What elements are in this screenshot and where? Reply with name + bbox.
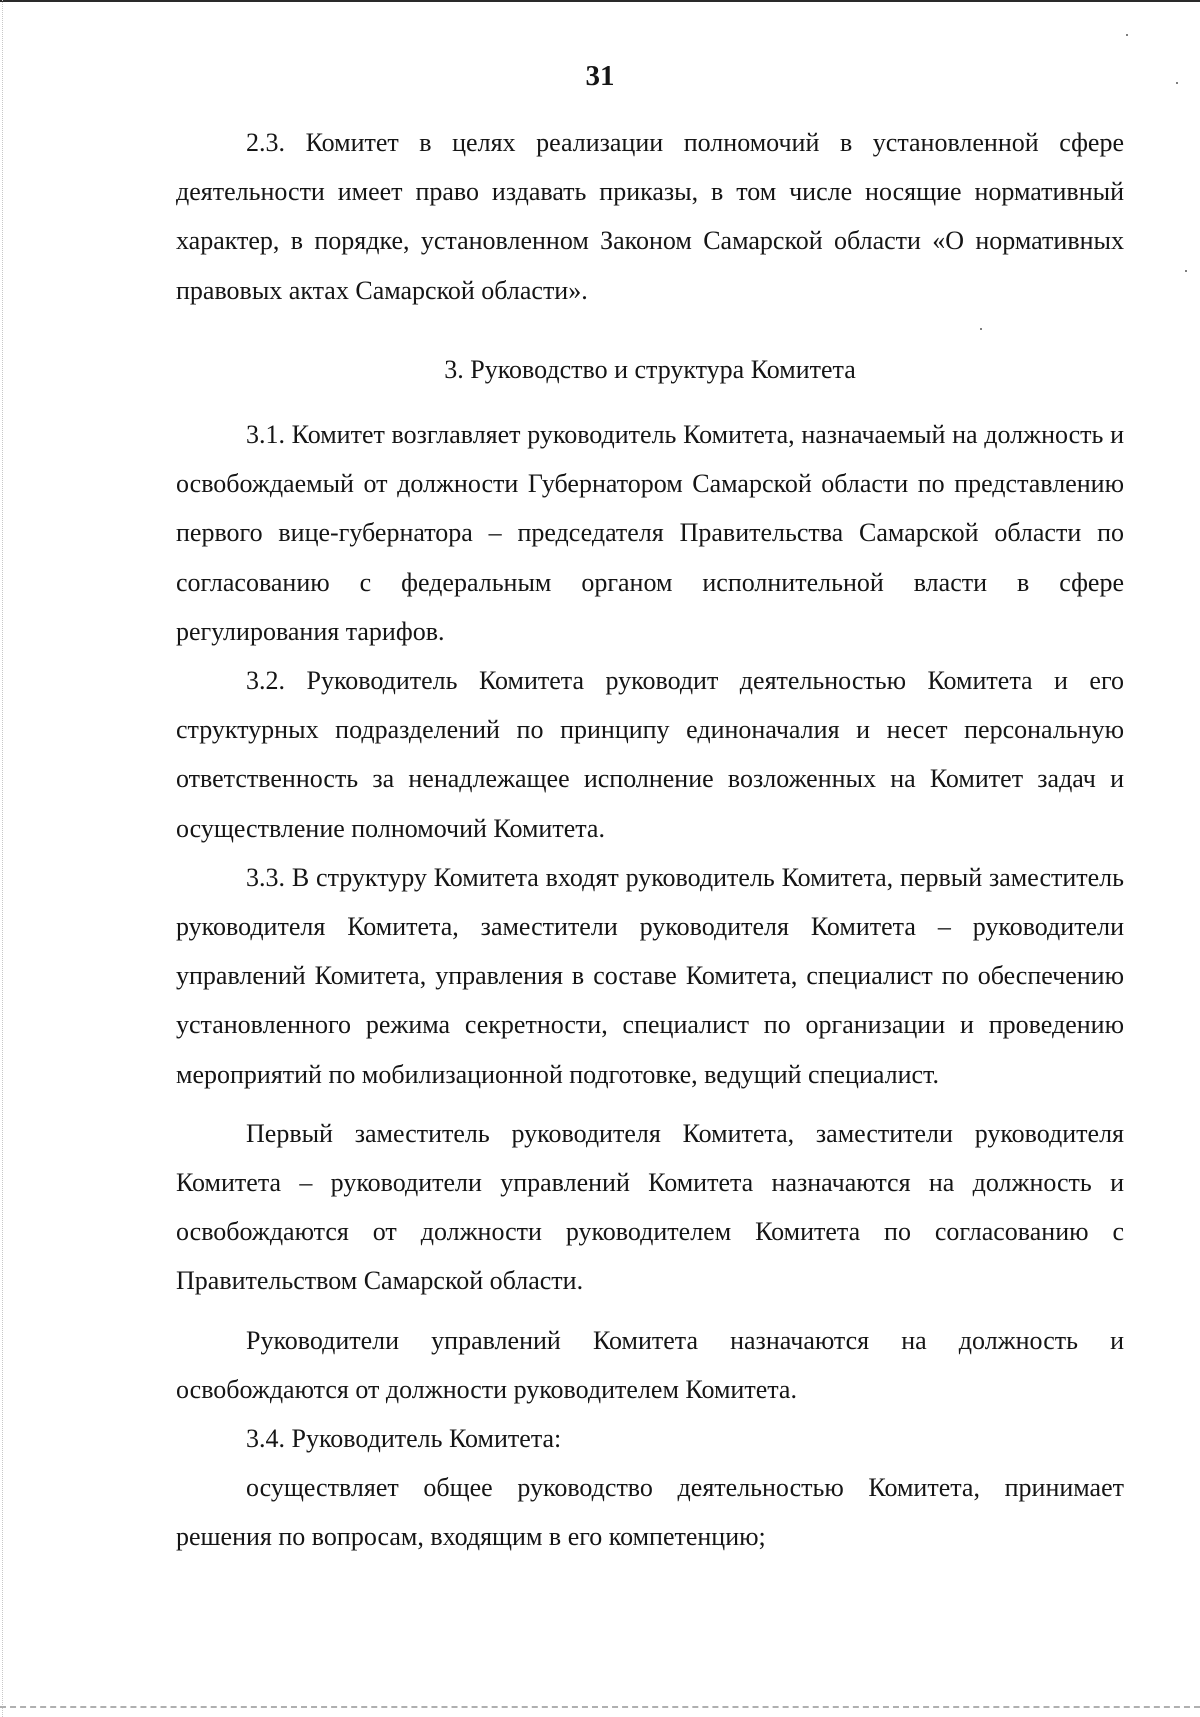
section-heading: 3. Руководство и структура Комитета xyxy=(444,354,856,384)
page-number: 31 xyxy=(585,60,615,92)
document-body xyxy=(176,118,1124,1562)
paragraph-2-3: 2.3. Комитет в целях реализации полномочий в установленной сфере деятельности имеет право издавать приказы, в том числе носящие нормативный характер, в порядке, установленном Законом Самарской области «О нормативных правовых актах Самарской области». xyxy=(176,128,1124,305)
scan-speck xyxy=(1185,270,1187,272)
paragraph-gap xyxy=(176,1099,1124,1109)
scan-bottom-edge xyxy=(0,1706,1200,1708)
paragraph-3-3: 3.3. В структуру Комитета входят руководитель Комитета, первый заместитель руководителя Комитета, заместители руководителя Комитета – руководители управлений Комитета, управления в составе Комитета, специалист по обеспечению установленного режима секретности, специалист по организации и проведению мероприятий по мобилизационной подготовке, ведущий специалист. xyxy=(176,862,1124,1089)
scan-left-edge xyxy=(2,0,3,1717)
paragraph-3-4: 3.4. Руководитель Комитета: xyxy=(246,1424,562,1454)
paragraph-general-management: осуществляет общее руководство деятельностью Комитета, принимает решения по вопросам, входящим в его компетенцию; xyxy=(176,1473,1124,1552)
paragraph-gap xyxy=(176,1306,1124,1316)
paragraph-deputies: Первый заместитель руководителя Комитета, заместители руководителя Комитета – руководители управлений Комитета назначаются на должность и освобождаются от должности руководителем Комитета по согласованию с Правительством Самарской области. xyxy=(176,1118,1124,1296)
scan-top-edge xyxy=(0,0,1200,2)
paragraph-3-2: 3.2. Руководитель Комитета руководит деятельностью Комитета и его структурных подразделений по принципу единоначалия и несет персональную ответственность за ненадлежащее исполнение возложенных на Комитет задач и осуществление полномочий Комитета. xyxy=(176,666,1124,843)
paragraph-3-1: 3.1. Комитет возглавляет руководитель Комитета, назначаемый на должность и освобождаемый от должности Губернатором Самарской области по представлению первого вице-губернатора – председателя Правительства Самарской области по согласованию с федеральным органом исполнительной власти в сфере регулирования тарифов. xyxy=(176,420,1124,646)
paragraph-heads-of-departments: Руководители управлений Комитета назначаются на должность и освобождаются от должности руководителем Комитета. xyxy=(176,1325,1124,1404)
scan-speck xyxy=(1126,34,1128,36)
